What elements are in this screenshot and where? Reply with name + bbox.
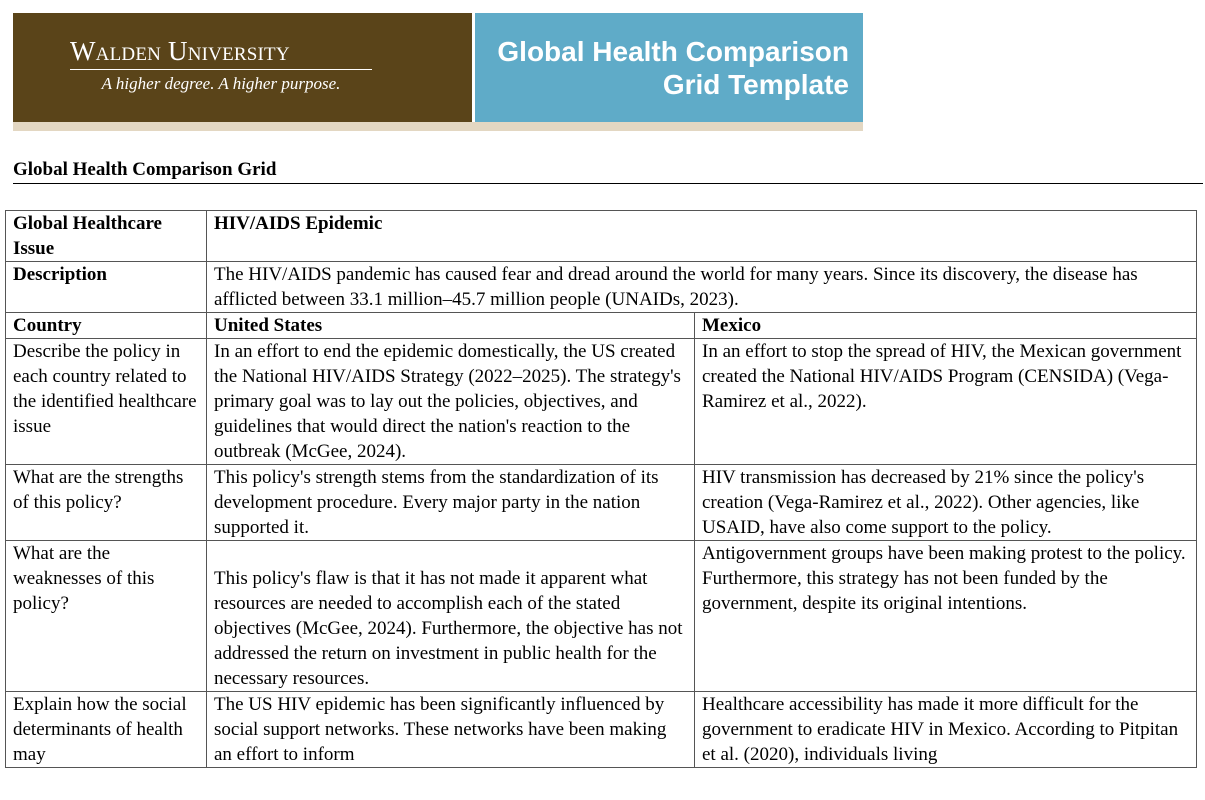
row-label: What are the strengths of this policy? <box>6 465 207 541</box>
banner-strip <box>13 122 863 131</box>
mexico-cell: Healthcare accessibility has made it more difficult for the government to eradicate HIV in Mexico. According to Pitpitan et al. (2020), individuals living <box>695 692 1197 768</box>
heading-divider <box>13 183 1203 184</box>
logo-divider <box>70 69 372 70</box>
issue-row <box>6 211 1197 262</box>
country-us: United States <box>207 313 695 339</box>
us-cell: This policy's strength stems from the standardization of its development procedure. Every major party in the nation supported it. <box>207 465 695 541</box>
country-mexico: Mexico <box>695 313 1197 339</box>
university-tagline: A higher degree. A higher purpose. <box>101 74 341 93</box>
table-row <box>6 465 1197 541</box>
header-banner <box>13 13 863 131</box>
description-label: Description <box>6 262 207 313</box>
university-name: Walden University <box>70 36 290 66</box>
mexico-cell: Antigovernment groups have been making protest to the policy. Furthermore, this strategy has not been funded by the government, despite its original intentions. <box>695 541 1197 692</box>
country-row <box>6 313 1197 339</box>
us-cell: In an effort to end the epidemic domestically, the US created the National HIV/AIDS Strategy (2022–2025). The strategy's primary goal was to lay out the policies, objectives, and guidelines that would direct the nation's reaction to the outbreak (McGee, 2024). <box>207 339 695 465</box>
table-row <box>6 692 1197 768</box>
university-logo-panel <box>13 13 472 122</box>
us-cell: The US HIV epidemic has been significantly influenced by social support networks. These networks have been making an effort to inform <box>207 692 695 768</box>
row-label: Describe the policy in each country related to the identified healthcare issue <box>6 339 207 465</box>
row-label: What are the weaknesses of this policy? <box>6 541 207 692</box>
comparison-grid <box>5 210 1197 768</box>
issue-label: Global Healthcare Issue <box>6 211 207 262</box>
description-row <box>6 262 1197 313</box>
document-heading: Global Health Comparison Grid <box>13 159 277 180</box>
template-title-line-2: Grid Template <box>662 69 849 100</box>
us-cell: This policy's flaw is that it has not made it apparent what resources are needed to accomplish each of the stated objectives (McGee, 2024). Furthermore, the objective has not addressed the return on investment in public health for the necessary resources. <box>207 541 695 692</box>
row-label: Explain how the social determinants of health may <box>6 692 207 768</box>
mexico-cell: In an effort to stop the spread of HIV, the Mexican government created the National HIV/AIDS Program (CENSIDA) (Vega-Ramirez et al., 2022). <box>695 339 1197 465</box>
table-row <box>6 541 1197 692</box>
template-title <box>475 35 849 101</box>
mexico-cell: HIV transmission has decreased by 21% since the policy's creation (Vega-Ramirez et al., 2022). Other agencies, like USAID, have also come support to the policy. <box>695 465 1197 541</box>
template-title-line-1: Global Health Comparison <box>497 36 849 67</box>
issue-value: HIV/AIDS Epidemic <box>207 211 1197 262</box>
country-label: Country <box>6 313 207 339</box>
table-row <box>6 339 1197 465</box>
description-value: The HIV/AIDS pandemic has caused fear and dread around the world for many years. Since its discovery, the disease has afflicted between 33.1 million–45.7 million people (UNAIDs, 2023). <box>207 262 1197 313</box>
